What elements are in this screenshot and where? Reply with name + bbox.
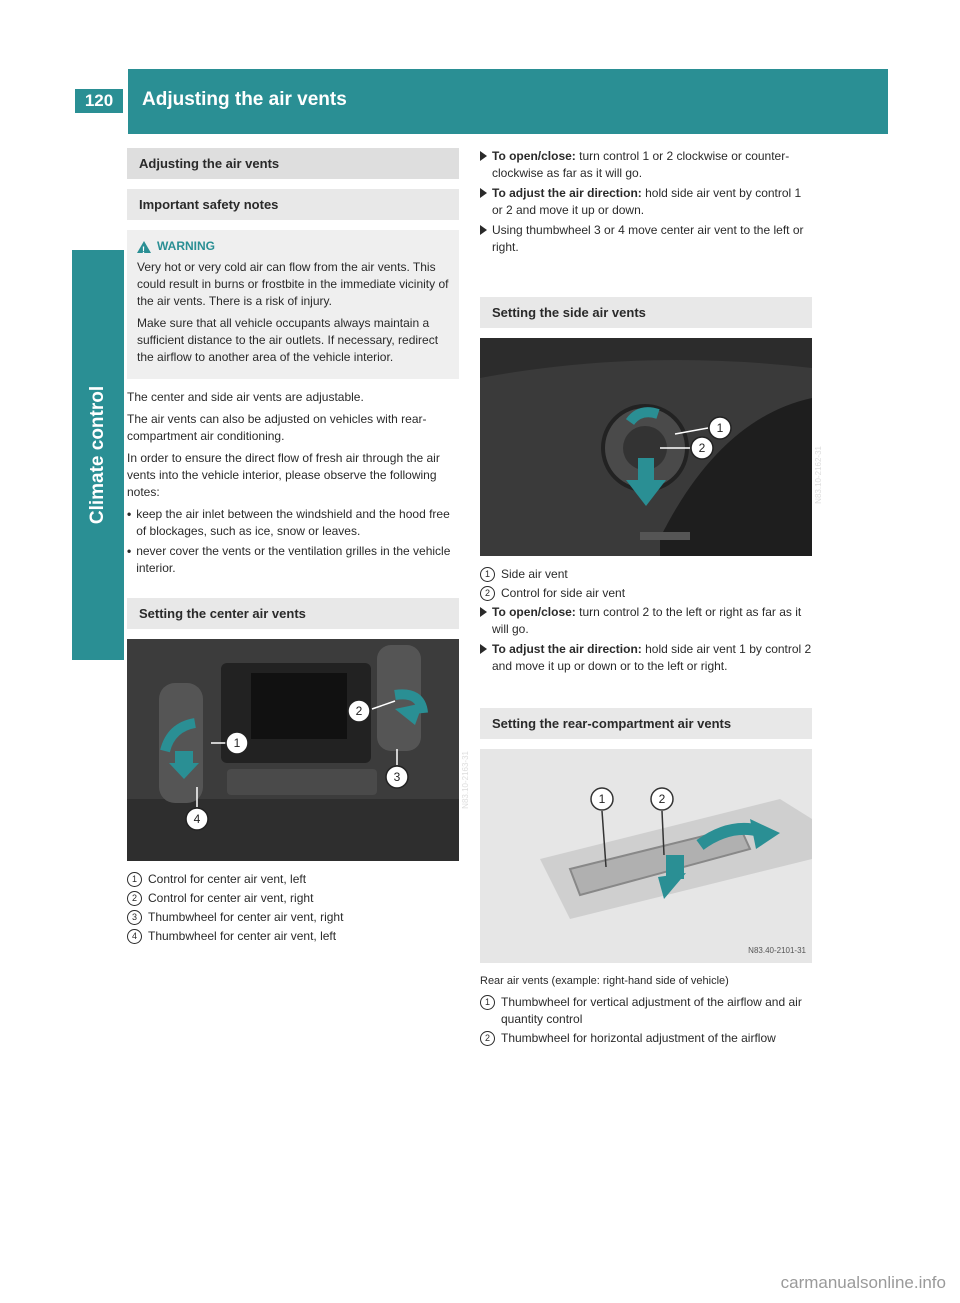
- instruction-step: [480, 222, 812, 256]
- legend-number: 1: [480, 995, 495, 1010]
- page-number: 120: [75, 89, 123, 113]
- step-label: To open/close:: [492, 605, 576, 619]
- legend-item: [127, 871, 459, 888]
- legend-number: 1: [480, 567, 495, 582]
- bullet-text: never cover the vents or the ventilation grilles in the vehicle interior.: [136, 544, 451, 575]
- figure-caption: Rear air vents (example: right-hand side of vehicle): [480, 975, 729, 987]
- chapter-tab: [72, 250, 124, 660]
- legend-item: [127, 928, 459, 945]
- step-text: turn control 1 or 2 clockwise or counter-clockwise as far as it will go.: [492, 149, 790, 180]
- svg-text:1: 1: [233, 736, 241, 750]
- figure-code: N83.10-2163-31: [461, 751, 470, 809]
- step-label: To adjust the air direction:: [492, 642, 642, 656]
- bullet-item: [127, 543, 459, 577]
- section-title: Adjusting the air vents: [127, 148, 459, 179]
- rear-vents-title: Setting the rear-compartment air vents: [480, 708, 812, 739]
- legend-text: Thumbwheel for vertical adjustment of the airflow and air quantity control: [501, 995, 802, 1026]
- chapter-tab-label: Climate control: [87, 385, 108, 525]
- instruction-step: [480, 641, 812, 675]
- step-arrow-icon: [480, 607, 487, 617]
- warning-text-1: Very hot or very cold air can flow from the air vents. This could result in burns or frostbite in the immediate vicinity of the air vents. There is a risk of injury.: [137, 260, 449, 308]
- legend-text: Thumbwheel for horizontal adjustment of the airflow: [501, 1031, 776, 1045]
- intro-text-2: The air vents can also be adjusted on vehicles with rear-compartment air conditioning.: [127, 412, 427, 443]
- legend-number: 2: [127, 891, 142, 906]
- legend-number: 2: [480, 586, 495, 601]
- step-label: To open/close:: [492, 149, 576, 163]
- step-text: hold side air vent 1 by control 2 and move it up or down or to the left or right.: [492, 642, 812, 673]
- subsection-title: Important safety notes: [127, 189, 459, 220]
- bullet-text: keep the air inlet between the windshield and the hood free of blockages, such as ice, snow or leaves.: [136, 507, 450, 538]
- bullet-dot-icon: •: [127, 507, 132, 521]
- legend-text: Control for center air vent, right: [148, 891, 314, 905]
- legend-item: [480, 585, 812, 602]
- rear-vents-figure: [480, 749, 812, 963]
- center-vents-title: Setting the center air vents: [127, 598, 459, 629]
- side-vents-figure: [480, 338, 823, 556]
- legend-text: Thumbwheel for center air vent, left: [148, 929, 337, 943]
- legend-item: [480, 994, 812, 1028]
- center-vents-illustration: [127, 639, 459, 861]
- step-arrow-icon: [480, 188, 487, 198]
- warning-header: [137, 238, 449, 255]
- svg-text:3: 3: [393, 770, 401, 784]
- legend-text: Control for side air vent: [501, 586, 626, 600]
- warning-box: [127, 230, 459, 379]
- right-column: [480, 148, 823, 1049]
- svg-text:1: 1: [598, 792, 606, 806]
- intro-text-3: In order to ensure the direct flow of fresh air through the air vents into the vehicle interior, please observe the following notes:: [127, 451, 440, 499]
- legend-text: Thumbwheel for center air vent, right: [148, 910, 344, 924]
- left-column: [127, 148, 470, 947]
- svg-text:2: 2: [355, 704, 363, 718]
- svg-text:2: 2: [698, 441, 706, 455]
- legend-item: [127, 909, 459, 926]
- instruction-step: [480, 604, 812, 638]
- svg-text:1: 1: [716, 421, 724, 435]
- side-vents-illustration: [480, 338, 812, 556]
- legend-number: 3: [127, 910, 142, 925]
- rear-vents-illustration: [480, 749, 812, 963]
- step-text: hold side air vent by control 1 or 2 and move it up or down.: [492, 186, 802, 217]
- intro-text-1: The center and side air vents are adjustable.: [127, 390, 364, 404]
- legend-item: [480, 566, 812, 583]
- legend-number: 1: [127, 872, 142, 887]
- step-text: Using thumbwheel 3 or 4 move center air vent to the left or right.: [492, 223, 804, 254]
- center-vents-figure: [127, 639, 470, 861]
- header-title: Adjusting the air vents: [142, 89, 347, 110]
- svg-text:2: 2: [658, 792, 666, 806]
- legend-text: Control for center air vent, left: [148, 872, 307, 886]
- step-arrow-icon: [480, 225, 487, 235]
- legend-item: [480, 1030, 812, 1047]
- side-vents-title: Setting the side air vents: [480, 297, 812, 328]
- legend-number: 4: [127, 929, 142, 944]
- step-arrow-icon: [480, 151, 487, 161]
- figure-code: N83.40-2101-31: [748, 946, 806, 955]
- legend-number: 2: [480, 1031, 495, 1046]
- step-label: To adjust the air direction:: [492, 186, 642, 200]
- warning-triangle-icon: [137, 241, 151, 253]
- bullet-item: [127, 506, 459, 540]
- legend-text: Side air vent: [501, 567, 568, 581]
- step-arrow-icon: [480, 644, 487, 654]
- instruction-step: [480, 185, 812, 219]
- legend-item: [127, 890, 459, 907]
- warning-label: WARNING: [157, 239, 215, 253]
- svg-text:4: 4: [193, 812, 201, 826]
- figure-code: N83.10-2162-31: [814, 446, 823, 504]
- footer-watermark: carmanualsonline.info: [780, 1273, 946, 1292]
- instruction-step: [480, 148, 812, 182]
- step-text: turn control 2 to the left or right as far as it will go.: [492, 605, 802, 636]
- warning-text-2: Make sure that all vehicle occupants always maintain a sufficient distance to the air outlets. If necessary, redirect the airflow to another area of the vehicle interior.: [137, 316, 439, 364]
- bullet-dot-icon: •: [127, 544, 132, 558]
- header-bar: [128, 69, 888, 134]
